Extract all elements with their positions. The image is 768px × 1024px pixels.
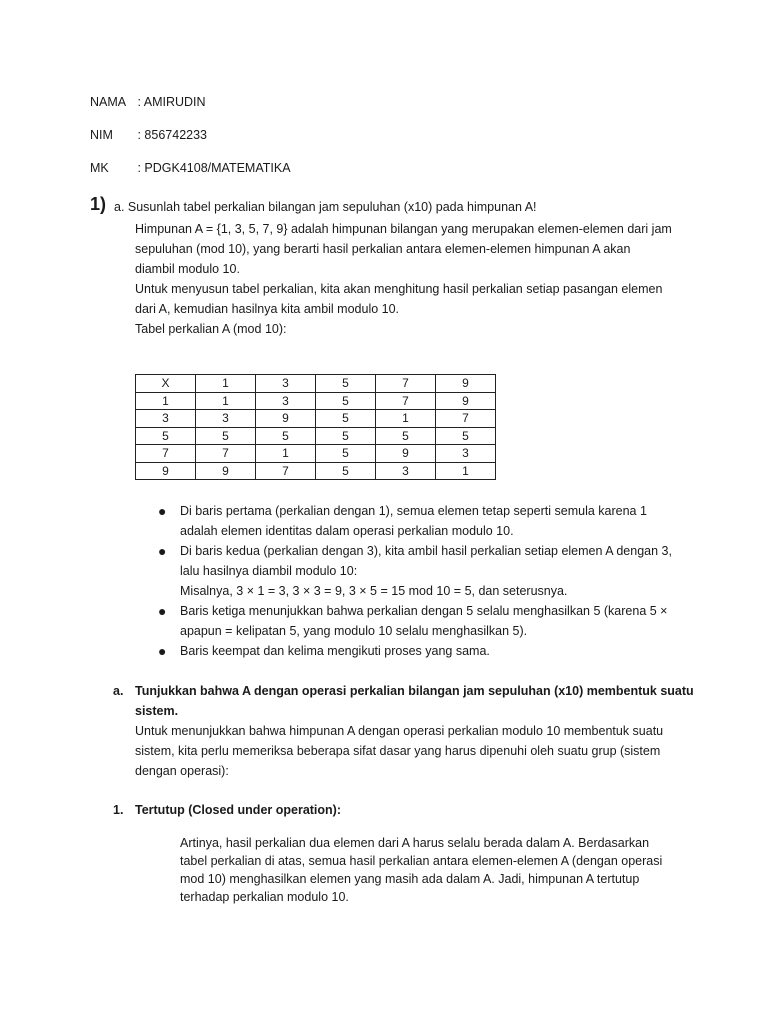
table-row [136, 410, 496, 428]
intro-line: sepuluhan (mod 10), yang berarti hasil perkalian antara elemen-elemen himpunan A akan [135, 242, 631, 256]
table-cell: 3 [436, 445, 496, 463]
section-a-heading: Tunjukkan bahwa A dengan operasi perkalian bilangan jam sepuluhan (x10) membentuk suatu [135, 684, 694, 698]
intro-line: Tabel perkalian A (mod 10): [135, 322, 287, 336]
table-cell: 1 [376, 410, 436, 428]
bullet-line: Baris ketiga menunjukkan bahwa perkalian dengan 5 selalu menghasilkan 5 (karena 5 × [180, 604, 668, 618]
table-cell: 9 [436, 392, 496, 410]
item1-line: Artinya, hasil perkalian dua elemen dari A harus selalu berada dalam A. Berdasarkan [180, 836, 650, 850]
table-cell: 7 [376, 392, 436, 410]
table-cell: 5 [196, 427, 256, 445]
bullet-icon: ● [158, 543, 167, 559]
nama-value: : AMIRUDIN [137, 95, 206, 109]
nama-row [90, 92, 206, 112]
item1-line: mod 10) menghasilkan elemen yang masih ada dalam A. Jadi, himpunan A tertutup [180, 872, 640, 886]
nim-label: NIM [90, 128, 113, 142]
table-cell: 5 [316, 445, 376, 463]
intro-line: dari A, kemudian hasilnya kita ambil modulo 10. [135, 302, 400, 316]
section-a-heading: sistem. [135, 704, 179, 718]
table-cell: 9 [376, 445, 436, 463]
section-a-label: a. [113, 684, 124, 698]
intro-line: Himpunan A = {1, 3, 5, 7, 9} adalah himpunan bilangan yang merupakan elemen-elemen dari jam [135, 222, 672, 236]
question-number: 1) [90, 194, 107, 214]
table-cell: 7 [256, 462, 316, 480]
table-cell: 1 [256, 445, 316, 463]
table-row [136, 462, 496, 480]
table-cell: 5 [316, 462, 376, 480]
nama-label: NAMA [90, 95, 127, 109]
table-cell: X [136, 375, 196, 393]
table-cell: 5 [316, 392, 376, 410]
bullet-item [158, 601, 718, 641]
table-cell: 5 [436, 427, 496, 445]
question-part-a: a. Susunlah tabel perkalian bilangan jam sepuluhan (x10) pada himpunan A! [114, 200, 537, 214]
bullet-item [158, 541, 718, 601]
table-cell: 3 [196, 410, 256, 428]
table-cell: 3 [376, 462, 436, 480]
multiplication-table [135, 374, 496, 480]
item1-line: terhadap perkalian modulo 10. [180, 890, 349, 904]
bullet-line: Misalnya, 3 × 1 = 3, 3 × 3 = 9, 3 × 5 = 15 mod 10 = 5, dan seterusnya. [180, 584, 568, 598]
bullet-line: apapun = kelipatan 5, yang modulo 10 selalu menghasilkan 5). [180, 624, 528, 638]
item1-line: tabel perkalian di atas, semua hasil perkalian antara elemen-elemen A (dengan operasi [180, 854, 663, 868]
table-cell: 7 [196, 445, 256, 463]
bullet-icon: ● [158, 603, 167, 619]
item1-body [180, 834, 662, 906]
bullet-icon: ● [158, 503, 167, 519]
table-cell: 1 [196, 375, 256, 393]
bullet-line: lalu hasilnya diambil modulo 10: [180, 564, 358, 578]
intro-paragraph [135, 219, 695, 339]
table-cell: 5 [256, 427, 316, 445]
bullet-icon: ● [158, 643, 167, 659]
section-a [135, 681, 695, 781]
table-cell: 7 [136, 445, 196, 463]
table-cell: 3 [256, 375, 316, 393]
table-cell: 7 [436, 410, 496, 428]
mk-label: MK [90, 161, 109, 175]
table-cell: 3 [136, 410, 196, 428]
table-cell: 7 [376, 375, 436, 393]
nim-row [90, 125, 207, 145]
table-row [136, 427, 496, 445]
bullet-line: adalah elemen identitas dalam operasi perkalian modulo 10. [180, 524, 514, 538]
table-cell: 9 [136, 462, 196, 480]
mk-row [90, 158, 291, 178]
table-cell: 9 [196, 462, 256, 480]
table-cell: 5 [316, 410, 376, 428]
bullet-item [158, 501, 718, 541]
table-cell: 1 [436, 462, 496, 480]
section-a-body: Untuk menunjukkan bahwa himpunan A dengan operasi perkalian modulo 10 membentuk suatu [135, 724, 664, 738]
bullet-item [158, 641, 718, 661]
intro-line: Untuk menyusun tabel perkalian, kita akan menghitung hasil perkalian setiap pasangan elemen [135, 282, 663, 296]
intro-line: diambil modulo 10. [135, 262, 240, 276]
bullet-line: Di baris kedua (perkalian dengan 3), kita ambil hasil perkalian setiap elemen A dengan 3, [180, 544, 672, 558]
bullet-list [158, 501, 718, 661]
bullet-line: Di baris pertama (perkalian dengan 1), semua elemen tetap seperti semula karena 1 [180, 504, 647, 518]
item1-label: 1. [113, 803, 124, 817]
table-cell: 9 [436, 375, 496, 393]
item1-heading: Tertutup (Closed under operation): [135, 803, 342, 817]
section-a-body: sistem, kita perlu memeriksa beberapa sifat dasar yang harus dipenuhi oleh suatu grup (sistem [135, 744, 661, 758]
bullet-line: Baris keempat dan kelima mengikuti proses yang sama. [180, 644, 490, 658]
table-cell: 5 [376, 427, 436, 445]
section-a-body: dengan operasi): [135, 764, 229, 778]
table-row [136, 375, 496, 393]
table-cell: 1 [196, 392, 256, 410]
nim-value: : 856742233 [137, 128, 207, 142]
table-cell: 5 [316, 427, 376, 445]
table-cell: 3 [256, 392, 316, 410]
table-cell: 9 [256, 410, 316, 428]
table-row [136, 392, 496, 410]
table-cell: 5 [316, 375, 376, 393]
table-row [136, 445, 496, 463]
mk-value: : PDGK4108/MATEMATIKA [137, 161, 291, 175]
table-cell: 5 [136, 427, 196, 445]
table-cell: 1 [136, 392, 196, 410]
